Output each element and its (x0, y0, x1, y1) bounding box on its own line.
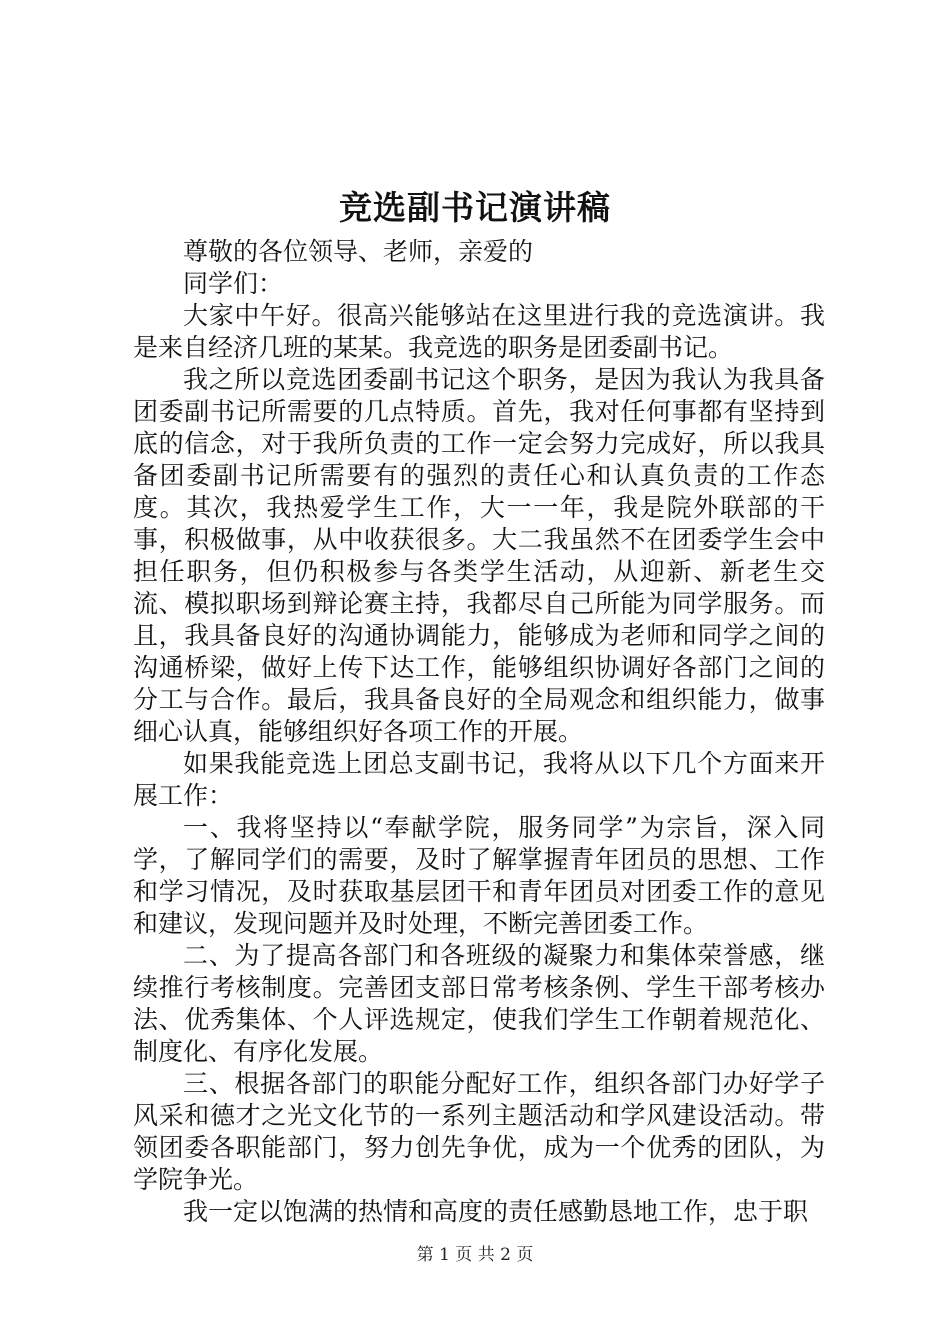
paragraph: 我之所以竞选团委副书记这个职务，是因为我认为我具备团委副书记所需要的几点特质。首先，我对任何事都有坚持到底的信念，对于我所负责的工作一定会努力完成好，所以我具备团委副书记所需要有的强烈的责任心和认真负责的工作态度。其次，我热爱学生工作，大一一年，我是院外联部的干事，积极做事，从中收获很多。大二我虽然不在团委学生会中担任职务，但仍积极参与各类学生活动，从迎新、新老生交流、模拟职场到辩论赛主持，我都尽自己所能为同学服务。而且，我具备良好的沟通协调能力，能够成为老师和同学之间的沟通桥梁，做好上传下达工作，能够组织协调好各部门之间的分工与合作。最后，我具备良好的全局观念和组织能力，做事细心认真，能够组织好各项工作的开展。 (133, 365, 825, 746)
salutation-line-1: 尊敬的各位领导、老师，亲爱的 (183, 237, 534, 266)
page-number-footer: 第 1 页 共 2 页 (416, 1245, 534, 1265)
paragraph: 如果我能竞选上团总支副书记，我将从以下几个方面来开展工作： (133, 749, 825, 810)
paragraph: 大家中午好。很高兴能够站在这里进行我的竞选演讲。我是来自经济几班的某某。我竞选的职务是团委副书记。 (133, 301, 825, 362)
paragraph: 我一定以饱满的热情和高度的责任感勤恳地工作，忠于职 (183, 1197, 809, 1226)
paragraph: 二、为了提高各部门和各班级的凝聚力和集体荣誉感，继续推行考核制度。完善团支部日常考核条例、学生干部考核办法、优秀集体、个人评选规定，使我们学生工作朝着规范化、制度化、有序化发展。 (133, 941, 825, 1066)
document-body (133, 236, 825, 1228)
salutation-line-2: 同学们： (183, 269, 284, 298)
document-title: 竞选副书记演讲稿 (339, 188, 611, 227)
paragraph: 三、根据各部门的职能分配好工作，组织各部门办好学子风采和德才之光文化节的一系列主题活动和学风建设活动。带领团委各职能部门，努力创先争优，成为一个优秀的团队，为学院争光。 (133, 1069, 825, 1194)
paragraph: 一、我将坚持以“奉献学院，服务同学”为宗旨，深入同学，了解同学们的需要，及时了解掌握青年团员的思想、工作和学习情况，及时获取基层团干和青年团员对团委工作的意见和建议，发现问题并及时处理，不断完善团委工作。 (133, 813, 825, 938)
